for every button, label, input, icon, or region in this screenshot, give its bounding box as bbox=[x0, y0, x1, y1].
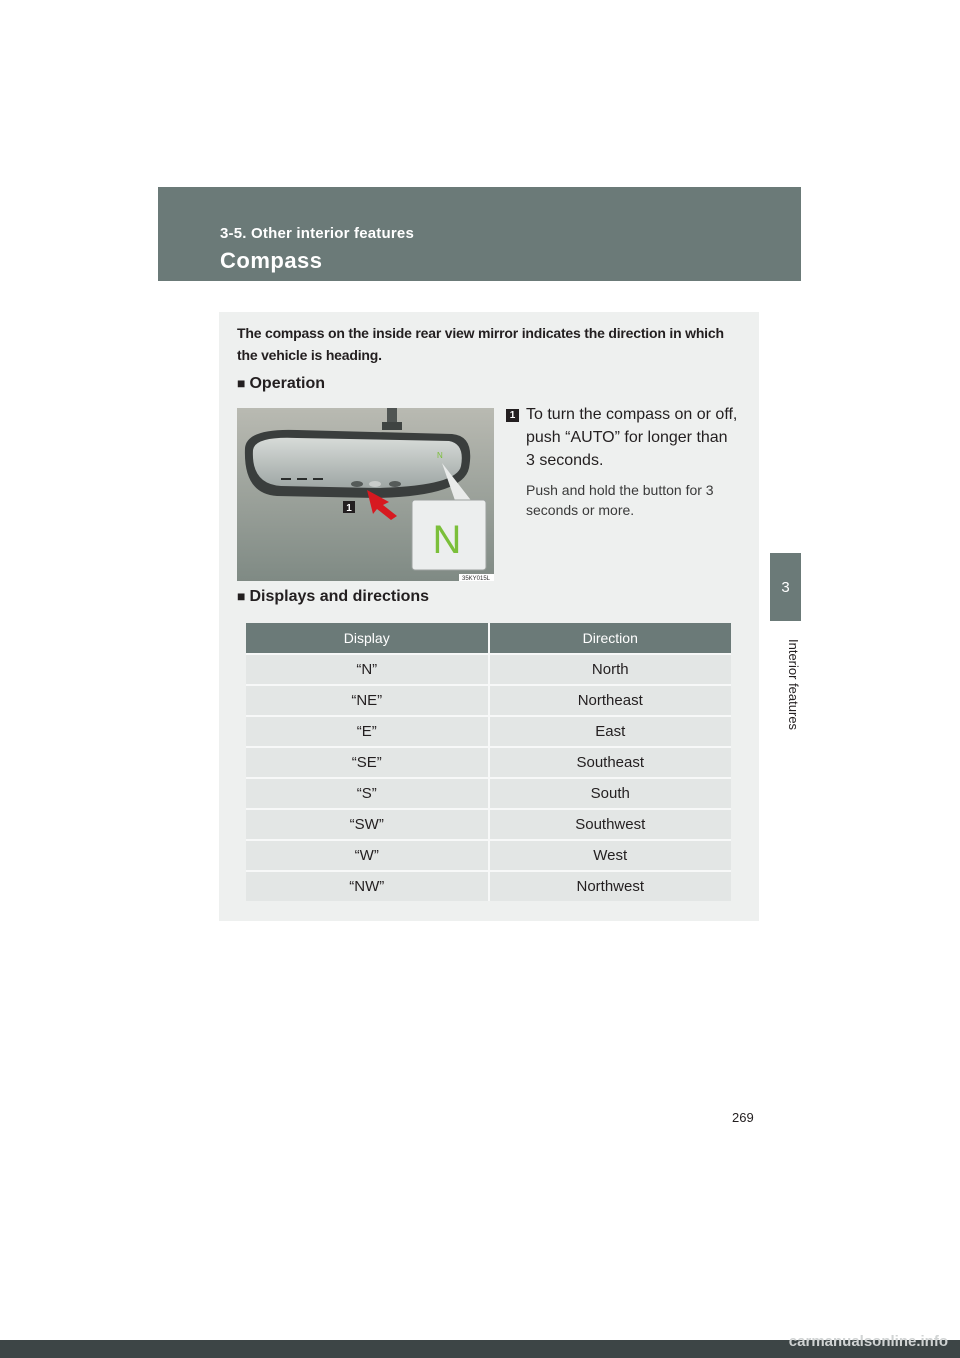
svg-text:N: N bbox=[437, 451, 443, 460]
table-row bbox=[246, 840, 731, 871]
display-cell: “SE” bbox=[246, 747, 489, 778]
display-cell: “NE” bbox=[246, 685, 489, 716]
table-header-row bbox=[246, 623, 731, 654]
page-number: 269 bbox=[732, 1110, 754, 1125]
table-row bbox=[246, 685, 731, 716]
square-bullet-icon: ■ bbox=[237, 375, 246, 391]
step-note: Push and hold the button for 3 seconds or more. bbox=[526, 482, 714, 518]
direction-cell: South bbox=[489, 778, 732, 809]
displays-heading-label: Displays and directions bbox=[249, 588, 430, 605]
table-row bbox=[246, 654, 731, 685]
column-header-display: Display bbox=[246, 623, 489, 654]
display-cell: “NW” bbox=[246, 871, 489, 901]
table-row bbox=[246, 747, 731, 778]
display-cell: “W” bbox=[246, 840, 489, 871]
direction-cell: West bbox=[489, 840, 732, 871]
operation-heading bbox=[237, 375, 325, 393]
displays-heading bbox=[237, 588, 429, 606]
chapter-tab[interactable] bbox=[770, 553, 801, 621]
display-cell: “SW” bbox=[246, 809, 489, 840]
chapter-number: 3 bbox=[781, 578, 790, 596]
step-text: To turn the compass on or off, push “AUTO” for longer than 3 seconds. bbox=[526, 406, 738, 469]
square-bullet-icon: ■ bbox=[237, 588, 246, 604]
display-cell: “N” bbox=[246, 654, 489, 685]
table-row bbox=[246, 716, 731, 747]
direction-cell: Northwest bbox=[489, 871, 732, 901]
page-title: Compass bbox=[220, 248, 323, 273]
intro-text: The compass on the inside rear view mirror indicates the direction in which the vehicle is heading. bbox=[237, 325, 724, 363]
table-row bbox=[246, 809, 731, 840]
compass-display-letter: N bbox=[432, 518, 462, 562]
callout-number: 1 bbox=[346, 503, 352, 514]
operation-heading-label: Operation bbox=[249, 375, 326, 392]
directions-table bbox=[246, 623, 731, 901]
image-caption: 35KY015L bbox=[461, 576, 491, 581]
mirror-illustration bbox=[237, 408, 494, 581]
section-label: 3-5. Other interior features bbox=[220, 225, 414, 242]
direction-cell: Southwest bbox=[489, 809, 732, 840]
direction-cell: Northeast bbox=[489, 685, 732, 716]
direction-cell: East bbox=[489, 716, 732, 747]
table-row bbox=[246, 871, 731, 901]
direction-cell: North bbox=[489, 654, 732, 685]
direction-cell: Southeast bbox=[489, 747, 732, 778]
table-row bbox=[246, 778, 731, 809]
display-cell: “E” bbox=[246, 716, 489, 747]
column-header-direction: Direction bbox=[489, 623, 732, 654]
display-cell: “S” bbox=[246, 778, 489, 809]
chapter-label: Interior features bbox=[786, 639, 801, 731]
step-number-badge: 1 bbox=[506, 409, 519, 422]
watermark[interactable]: carmanualsonline.info bbox=[788, 1333, 948, 1350]
